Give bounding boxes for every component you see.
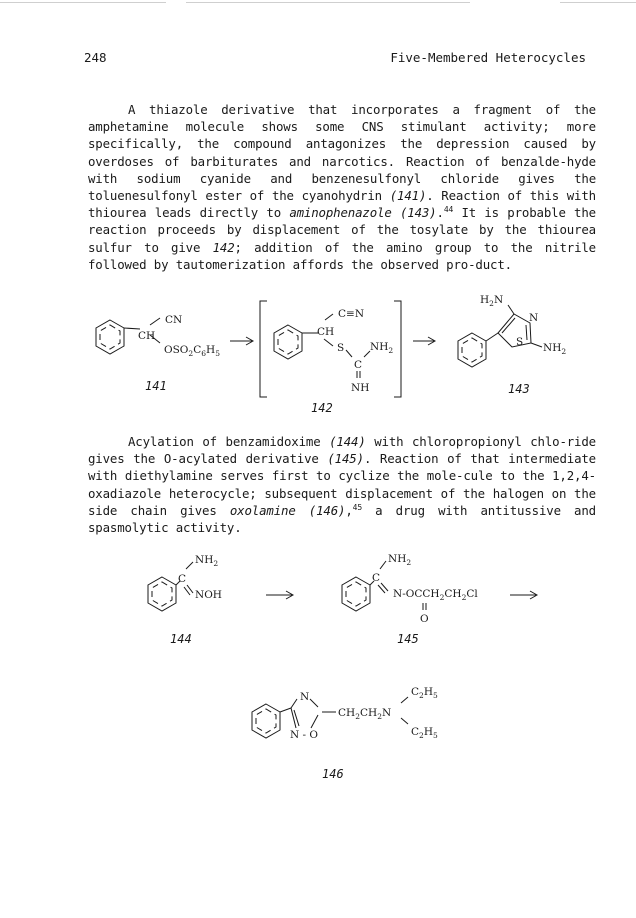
reaction-scheme-aminophenazole	[0, 285, 636, 420]
reaction-arrow	[230, 337, 253, 345]
compound-ref-145: (145)	[327, 451, 364, 467]
page-number: 248	[84, 50, 107, 65]
compound-name-aminophenazole: aminophenazole (143)	[289, 205, 437, 221]
s-label-142: S	[337, 342, 345, 354]
text-run: . Reaction of this with thiourea leads directly to	[88, 188, 596, 221]
top-rule	[186, 2, 470, 3]
text-run: . Reaction of that intermediate with diethylamine serves first to cyclize the mole-cule to the 1,2,4-oxadiazole heterocycle; subsequent displacement of the halogen on the side chain gives	[88, 451, 596, 518]
paragraph-thiazole	[88, 101, 596, 273]
n-label-143: N	[529, 312, 539, 324]
c-label-142: C	[354, 359, 363, 371]
nitrile-label-142: C≡N	[338, 308, 365, 320]
compound-label-146: 146	[322, 767, 344, 781]
ch-label-141: CH	[138, 330, 156, 342]
text-run: A thiazole derivative that incorporates a fragment of the amphetamine molecule shows some CNS stimulant activity; more specifically, the compound antagonizes the depression caused by overdoses of barbiturates and narcotics. Reaction of benzalde-hyde with sodium cyanide and benzenesulfonyl chloride gives the toluenesulfonyl ester of the cyanohydrin	[88, 102, 596, 204]
text-run: ; addition of the amino group to the nitrile followed by tautomerization affords the observed pro-duct.	[88, 239, 596, 272]
h2n-label-143: $H_2N$	[480, 294, 504, 308]
nh2-label-144: $NH_2$	[195, 554, 219, 568]
compound-label-144: 144	[170, 632, 192, 646]
footnote-ref-44: 44	[443, 205, 454, 215]
nh2-label-142: $NH_2$	[370, 341, 394, 355]
footnote-ref-45: 45	[352, 502, 363, 512]
reaction-scheme-oxolamine-1	[0, 545, 636, 655]
o-label-145: O	[420, 613, 429, 625]
c-label-144: C	[178, 573, 187, 585]
benzene-ring-144	[148, 577, 176, 611]
reaction-scheme-oxolamine-2	[0, 670, 636, 785]
nh-label-142: NH	[351, 382, 370, 394]
text-run: .	[436, 205, 444, 221]
compound-label-145: 145	[397, 632, 419, 646]
reaction-arrow	[510, 591, 537, 599]
top-rule	[560, 2, 636, 3]
running-title: Five-Membered Heterocycles	[390, 50, 586, 65]
s-label-143: S	[516, 336, 524, 348]
ch-label-142: CH	[317, 326, 335, 338]
paragraph-oxolamine	[88, 433, 596, 536]
benzene-ring-143	[458, 333, 486, 367]
text-run: a drug with antitussive and spasmolytic activity.	[88, 502, 596, 536]
compound-ref-142: 142	[212, 239, 235, 255]
oso2-label-141: $OSO_2C_6H_5$	[164, 344, 220, 358]
text-run: with chloropropionyl chlo-ride gives the O-acylated derivative	[88, 434, 596, 467]
text-run: It is probable the reaction proceeds by displacement of the tosylate by the thiourea sulfur to give	[88, 205, 596, 255]
top-rule	[0, 2, 166, 3]
n-top-label-146: N	[300, 691, 310, 703]
scheme-2-svg	[0, 545, 636, 655]
compound-label-142: 142	[311, 401, 333, 415]
nh2-label-143: $NH_2$	[543, 342, 567, 356]
benzene-ring-142	[274, 325, 302, 359]
noh-label-144: NOH	[195, 589, 222, 601]
reaction-arrow	[266, 591, 293, 599]
benzene-ring-141	[96, 320, 124, 354]
ethyl-label-146: $C_2H_5$	[411, 686, 438, 700]
benzene-ring-145	[342, 577, 370, 611]
text-run: ,	[345, 502, 353, 518]
compound-ref-141: (141)	[389, 188, 427, 204]
c-label-145: C	[372, 572, 381, 584]
bracket-right	[394, 301, 401, 397]
ethyl-label-146: $C_2H_5$	[411, 726, 438, 740]
benzene-ring-146	[252, 704, 280, 738]
scheme-3-svg	[0, 670, 636, 785]
thiazole-ring-143	[498, 314, 531, 347]
bracket-left	[260, 301, 267, 397]
compound-ref-144: (144)	[329, 434, 366, 449]
nh2-label-145: $NH_2$	[388, 553, 412, 567]
chain-label-146: $CH_2CH_2N$	[338, 707, 392, 721]
n-bot-label-146: N - O	[290, 729, 319, 741]
cn-label-141: CN	[165, 314, 183, 326]
reaction-arrow	[413, 337, 435, 345]
scheme-1-svg	[0, 285, 636, 420]
compound-label-141: 141	[145, 379, 167, 393]
chain-label-145: $N-OCCH_2CH_2Cl$	[393, 588, 478, 602]
compound-label-143: 143	[508, 382, 530, 396]
compound-name-oxolamine: oxolamine (146)	[229, 502, 346, 518]
oxadiazole-ring-146	[280, 699, 318, 728]
text-run: Acylation of benzamidoxime	[128, 434, 330, 449]
